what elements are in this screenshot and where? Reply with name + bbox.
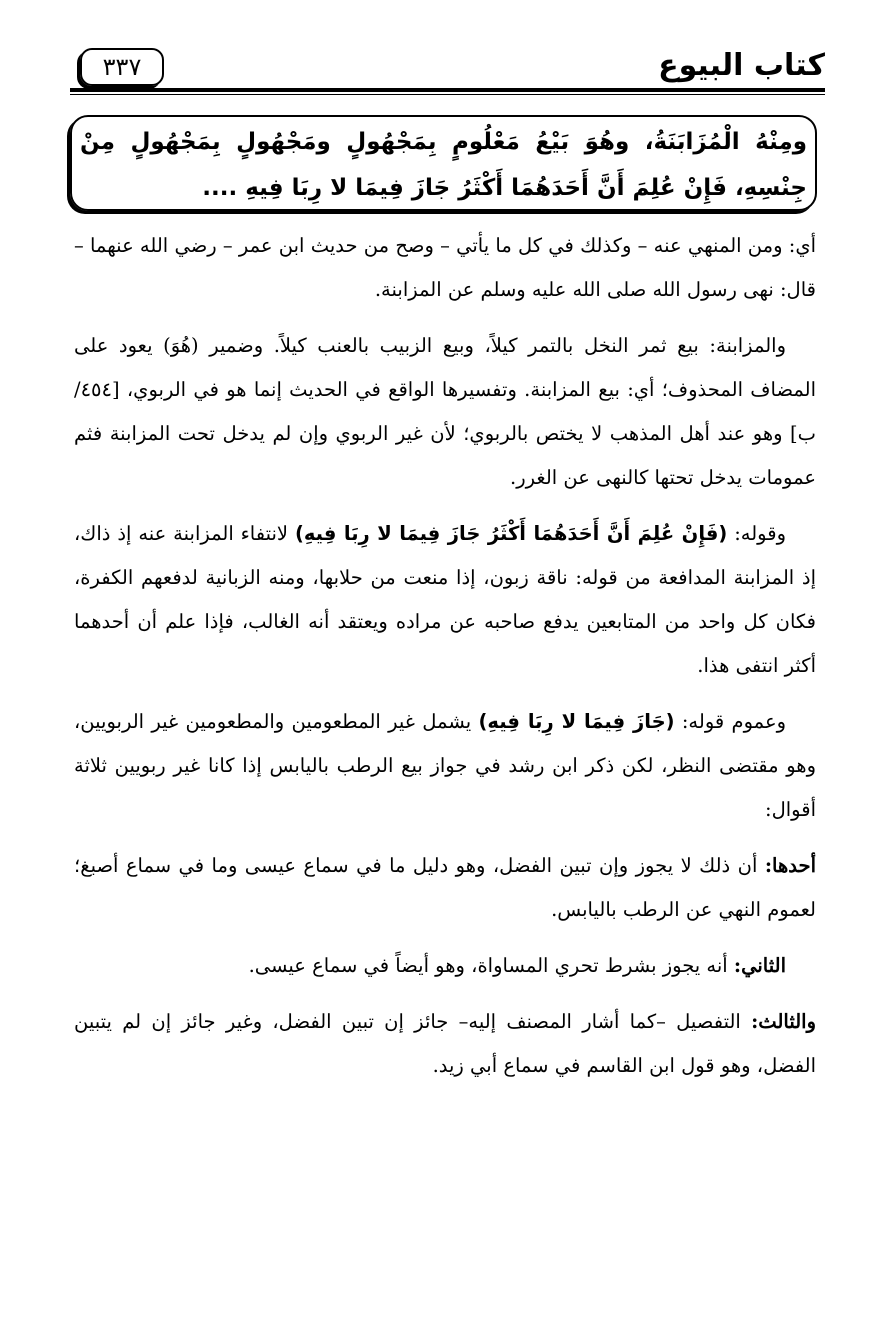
paragraph-5 (74, 844, 816, 932)
paragraph-4-rest: يشمل غير المطعومين والمطعومين غير الربويين، وهو مقتضى النظر، لكن ذكر ابن رشد في جواز بيع الرطب باليابس إذا كانا غير ربويين ثلاثة أقوال: (74, 710, 816, 821)
running-title: كتاب البيوع (658, 48, 825, 83)
paragraph-2 (74, 324, 816, 500)
header-rule (70, 88, 825, 92)
paragraph-3 (74, 512, 816, 688)
paragraph-1 (74, 224, 816, 312)
page-header (70, 40, 825, 96)
paragraph-6 (74, 944, 816, 988)
matn-text: ومِنْهُ الْمُزَابَنَةُ، وهُوَ بَيْعُ مَعْلُومٍ بِمَجْهُولٍ ومَجْهُولٍ بِمَجْهُولٍ مِنْ جِنْسِهِ، فَإِنْ عُلِمَ أَنَّ أَحَدَهُمَا أَكْثَرُ جَازَ فِيمَا لا رِبَا فِيهِ .... (80, 129, 807, 201)
header-rule-thin (70, 94, 825, 95)
commentary-body (74, 224, 816, 1100)
paragraph-7 (74, 1000, 816, 1088)
paragraph-3-lead: وقوله: (727, 522, 786, 545)
paragraph-6-text: أنه يجوز بشرط تحري المساواة، وهو أيضاً في سماع عيسى. (248, 954, 734, 977)
paragraph-5-text: أن ذلك لا يجوز وإن تبين الفضل، وهو دليل ما في سماع عيسى وما في سماع أصبغ؛ لعموم النهي عن الرطب باليابس. (74, 854, 816, 921)
paragraph-1-text: أي: ومن المنهي عنه – وكذلك في كل ما يأتي – وصح من حديث ابن عمر – رضي الله عنهما – قال: نهى رسول الله صلى الله عليه وسلم عن المزابنة. (74, 234, 816, 301)
paragraph-2-text: والمزابنة: بيع ثمر النخل بالتمر كيلاً، وبيع الزبيب بالعنب كيلاً. وضمير (هُوَ) يعود على المضاف المحذوف؛ أي: بيع المزابنة. وتفسيرها الواقع في الحديث إنما هو في الربوي، [٤٥٤/ب] وهو عند أهل المذهب لا يختص بالربوي؛ لأن غير الربوي وإن لم يدخل تحت المزابنة فثم عمومات يدخل تحتها كالنهى عن الغرر. (74, 334, 816, 489)
page-number: ٣٣٧ (80, 48, 164, 86)
paragraph-7-label: والثالث: (751, 1010, 816, 1033)
paragraph-4 (74, 700, 816, 832)
matn-text-box (70, 115, 817, 211)
paragraph-7-text: التفصيل –كما أشار المصنف إليه– جائز إن تبين الفضل، وغير جائز إن لم يتبين الفضل، وهو قول ابن القاسم في سماع أبي زيد. (74, 1010, 816, 1077)
paragraph-4-lead: وعموم قوله: (674, 710, 786, 733)
paragraph-3-quote: (فَإِنْ عُلِمَ أَنَّ أَحَدَهُمَا أَكْثَرُ جَازَ فِيمَا لا رِبَا فِيهِ) (294, 522, 728, 545)
paragraph-4-quote: (جَازَ فِيمَا لا رِبَا فِيهِ) (478, 710, 675, 733)
paragraph-6-label: الثاني: (733, 954, 786, 977)
paragraph-3-rest: لانتفاء المزابنة عنه إذ ذاك، إذ المزابنة المدافعة من قوله: ناقة زبون، إذا منعت من حلابها، ومنه الزبانية لدفعهم الكفرة، فكان كل واحد من المتابعين يدفع صاحبه عن مراده ويعتقد أنه الغالب، فإذا علم أن أحدهما أكثر انتفى هذا. (74, 522, 816, 677)
paragraph-5-label: أحدها: (764, 854, 816, 877)
